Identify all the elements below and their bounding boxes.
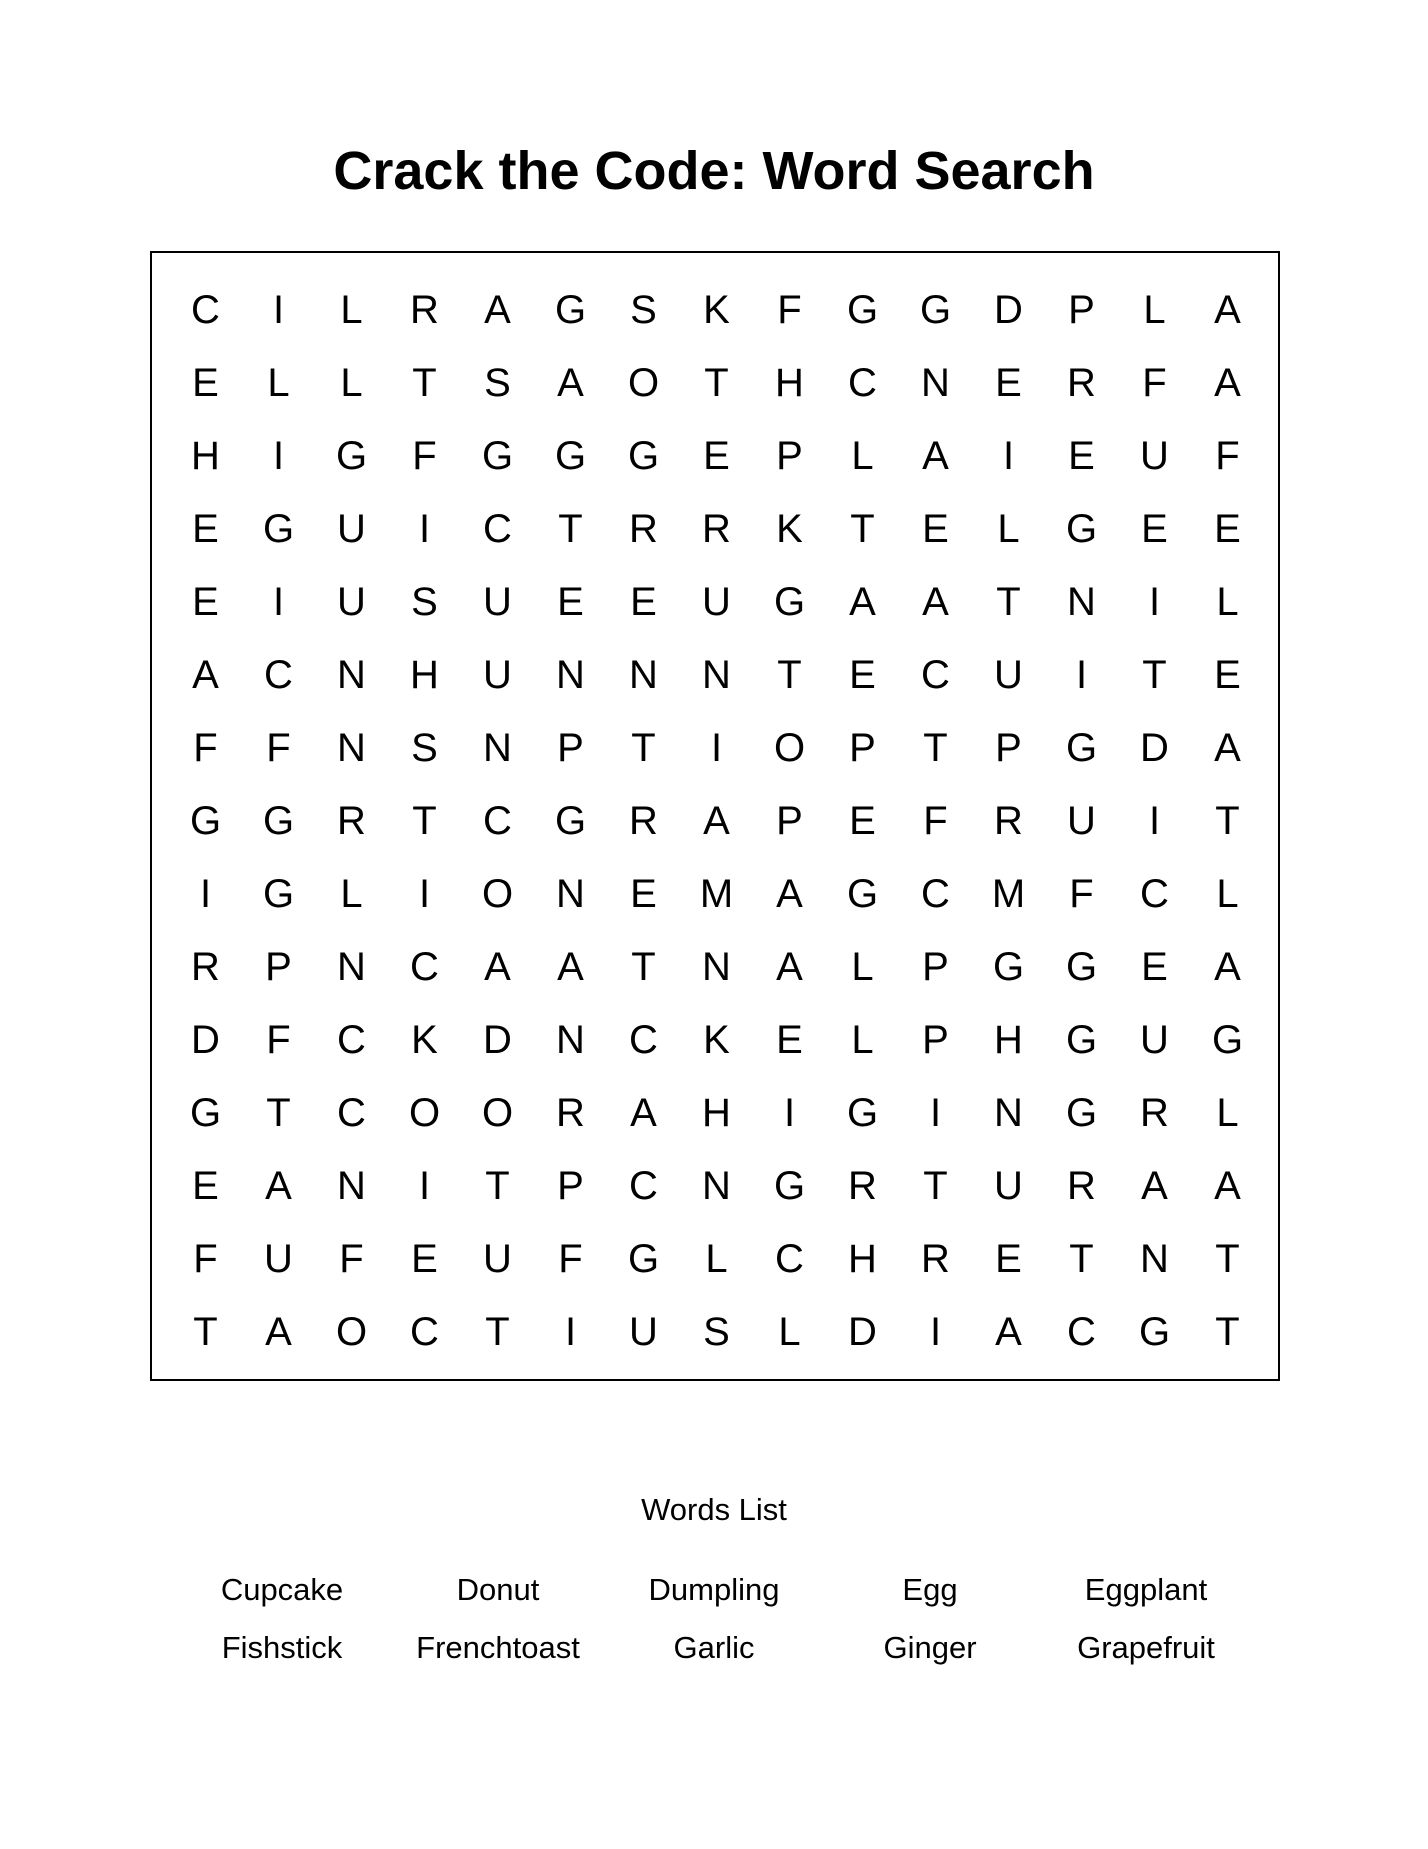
grid-cell[interactable]: C: [337, 1017, 366, 1062]
grid-cell[interactable]: C: [483, 506, 512, 551]
word-list-item: Ginger: [883, 1630, 977, 1665]
grid-cell[interactable]: T: [1142, 652, 1167, 697]
grid-cell[interactable]: R: [556, 1090, 585, 1135]
grid-cell[interactable]: G: [262, 506, 295, 551]
grid-cell[interactable]: T: [1069, 1236, 1094, 1281]
grid-cell[interactable]: R: [1067, 360, 1096, 405]
grid-cell[interactable]: R: [994, 798, 1023, 843]
grid-cell[interactable]: G: [1065, 725, 1098, 770]
grid-cell[interactable]: M: [991, 871, 1026, 916]
grid-cell[interactable]: F: [1069, 871, 1094, 916]
grid-cell[interactable]: P: [776, 798, 803, 843]
grid-cell[interactable]: P: [922, 1017, 949, 1062]
grid-cell[interactable]: T: [923, 725, 948, 770]
word-list-item: Cupcake: [220, 1572, 344, 1607]
grid-cell[interactable]: T: [1215, 1309, 1240, 1354]
grid-cell[interactable]: I: [272, 433, 285, 478]
grid-cell[interactable]: U: [702, 579, 731, 624]
grid-cell[interactable]: U: [629, 1309, 658, 1354]
grid-cell[interactable]: O: [481, 871, 514, 916]
grid-cell[interactable]: A: [922, 579, 949, 624]
grid-cell[interactable]: U: [994, 1163, 1023, 1208]
grid-cell[interactable]: R: [337, 798, 366, 843]
grid-cell[interactable]: C: [483, 798, 512, 843]
grid-cell[interactable]: L: [851, 944, 874, 989]
grid-cell[interactable]: G: [992, 944, 1025, 989]
grid-cell[interactable]: I: [929, 1090, 942, 1135]
word-list-item: Fishstick: [221, 1630, 343, 1665]
grid-cell[interactable]: T: [996, 579, 1021, 624]
grid-cell[interactable]: T: [412, 798, 437, 843]
grid-cell[interactable]: E: [849, 652, 876, 697]
grid-cell[interactable]: N: [556, 652, 585, 697]
grid-cell[interactable]: T: [485, 1309, 510, 1354]
grid-cell[interactable]: N: [921, 360, 950, 405]
grid-cell[interactable]: S: [630, 287, 657, 332]
grid-cell[interactable]: E: [703, 433, 730, 478]
grid-cell[interactable]: K: [411, 1017, 438, 1062]
grid-cell[interactable]: U: [483, 652, 512, 697]
grid-cell[interactable]: N: [1140, 1236, 1169, 1281]
grid-cell[interactable]: T: [631, 725, 656, 770]
grid-cell[interactable]: E: [192, 1163, 219, 1208]
grid-cell[interactable]: P: [1068, 287, 1095, 332]
grid-cell[interactable]: P: [922, 944, 949, 989]
grid-cell[interactable]: S: [484, 360, 511, 405]
grid-cell[interactable]: C: [848, 360, 877, 405]
grid-cell[interactable]: E: [192, 579, 219, 624]
grid-cell[interactable]: H: [702, 1090, 731, 1135]
grid-cell[interactable]: R: [1067, 1163, 1096, 1208]
grid-cell[interactable]: P: [995, 725, 1022, 770]
grid-cell[interactable]: I: [1148, 579, 1161, 624]
grid-cell[interactable]: T: [412, 360, 437, 405]
grid-cell[interactable]: U: [337, 579, 366, 624]
grid-cell[interactable]: D: [191, 1017, 220, 1062]
grid-cell[interactable]: S: [411, 725, 438, 770]
grid-cell[interactable]: G: [627, 1236, 660, 1281]
grid-cell[interactable]: G: [773, 1163, 806, 1208]
grid-cell[interactable]: T: [1215, 1236, 1240, 1281]
grid-cell[interactable]: H: [410, 652, 439, 697]
grid-cell[interactable]: I: [418, 1163, 431, 1208]
grid-cell[interactable]: I: [929, 1309, 942, 1354]
grid-cell[interactable]: N: [629, 652, 658, 697]
grid-cell[interactable]: P: [265, 944, 292, 989]
word-list-item: Garlic: [673, 1630, 755, 1665]
grid-cell[interactable]: P: [849, 725, 876, 770]
word-list-item: Grapefruit: [1077, 1630, 1215, 1665]
grid-cell[interactable]: E: [411, 1236, 438, 1281]
grid-cell[interactable]: E: [922, 506, 949, 551]
grid-cell[interactable]: E: [849, 798, 876, 843]
grid-cell[interactable]: A: [484, 287, 511, 332]
grid-cell[interactable]: G: [1065, 1090, 1098, 1135]
word-search-grid-frame: [150, 251, 1280, 1381]
grid-cell[interactable]: H: [848, 1236, 877, 1281]
grid-cell[interactable]: E: [1068, 433, 1095, 478]
grid-cell[interactable]: D: [994, 287, 1023, 332]
grid-cell[interactable]: G: [1211, 1017, 1244, 1062]
grid-cell[interactable]: P: [557, 1163, 584, 1208]
grid-cell[interactable]: C: [1067, 1309, 1096, 1354]
grid-cell[interactable]: E: [1141, 944, 1168, 989]
grid-cell[interactable]: D: [483, 1017, 512, 1062]
grid-cell[interactable]: G: [919, 287, 952, 332]
grid-cell[interactable]: C: [191, 287, 220, 332]
grid-cell[interactable]: R: [1140, 1090, 1169, 1135]
grid-cell[interactable]: T: [558, 506, 583, 551]
grid-cell[interactable]: A: [265, 1163, 292, 1208]
grid-cell[interactable]: T: [631, 944, 656, 989]
grid-cell[interactable]: N: [702, 944, 731, 989]
grid-cell[interactable]: N: [337, 944, 366, 989]
page-title: Crack the Code: Word Search: [333, 141, 1095, 201]
grid-cell[interactable]: E: [192, 506, 219, 551]
grid-cell[interactable]: T: [193, 1309, 218, 1354]
word-list-item: Dumpling: [648, 1572, 780, 1607]
grid-cell[interactable]: L: [1143, 287, 1166, 332]
word-list-item: Frenchtoast: [416, 1630, 580, 1665]
grid-cell[interactable]: N: [337, 1163, 366, 1208]
grid-cell[interactable]: C: [410, 944, 439, 989]
grid-cell[interactable]: C: [629, 1163, 658, 1208]
grid-cell[interactable]: G: [846, 1090, 879, 1135]
grid-cell[interactable]: F: [193, 725, 218, 770]
grid-cell[interactable]: T: [266, 1090, 291, 1135]
word-list-item: Donut: [456, 1572, 540, 1607]
grid-cell[interactable]: O: [408, 1090, 441, 1135]
grid-cell[interactable]: G: [335, 433, 368, 478]
grid-cell[interactable]: G: [554, 798, 587, 843]
grid-cell[interactable]: T: [777, 652, 802, 697]
grid-cell[interactable]: U: [994, 652, 1023, 697]
grid-cell[interactable]: N: [1067, 579, 1096, 624]
grid-cell[interactable]: C: [921, 871, 950, 916]
grid-cell[interactable]: N: [702, 1163, 731, 1208]
grid-cell[interactable]: T: [1215, 798, 1240, 843]
grid-cell[interactable]: L: [851, 1017, 874, 1062]
grid-cell[interactable]: F: [1142, 360, 1167, 405]
grid-cell[interactable]: A: [776, 871, 803, 916]
grid-cell[interactable]: A: [630, 1090, 657, 1135]
grid-cell[interactable]: G: [627, 433, 660, 478]
grid-cell[interactable]: G: [846, 871, 879, 916]
grid-cell[interactable]: K: [776, 506, 803, 551]
grid-cell[interactable]: G: [1065, 506, 1098, 551]
grid-cell[interactable]: A: [1214, 360, 1241, 405]
grid-cell[interactable]: I: [272, 287, 285, 332]
grid-cell[interactable]: F: [339, 1236, 364, 1281]
grid-cell[interactable]: O: [481, 1090, 514, 1135]
word-list-item: Eggplant: [1084, 1572, 1208, 1607]
grid-cell[interactable]: C: [921, 652, 950, 697]
grid-cell[interactable]: A: [1141, 1163, 1168, 1208]
grid-cell[interactable]: P: [776, 433, 803, 478]
grid-cell[interactable]: G: [262, 871, 295, 916]
grid-cell[interactable]: H: [994, 1017, 1023, 1062]
grid-cell[interactable]: A: [922, 433, 949, 478]
grid-cell[interactable]: T: [704, 360, 729, 405]
word-list-item: Egg: [902, 1572, 958, 1607]
grid-cell[interactable]: E: [630, 871, 657, 916]
grid-cell[interactable]: O: [335, 1309, 368, 1354]
grid-cell[interactable]: U: [483, 1236, 512, 1281]
grid-cell[interactable]: N: [702, 652, 731, 697]
grid-cell[interactable]: I: [1002, 433, 1015, 478]
grid-cell[interactable]: L: [340, 871, 363, 916]
grid-cell[interactable]: G: [1138, 1309, 1171, 1354]
grid-cell[interactable]: F: [1215, 433, 1240, 478]
grid-cell[interactable]: U: [1140, 1017, 1169, 1062]
grid-cell[interactable]: L: [851, 433, 874, 478]
word-search-grid: [169, 273, 1264, 1368]
grid-cell[interactable]: F: [558, 1236, 583, 1281]
grid-cell[interactable]: T: [923, 1163, 948, 1208]
grid-cell[interactable]: E: [995, 1236, 1022, 1281]
grid-cell[interactable]: U: [483, 579, 512, 624]
grid-cell[interactable]: I: [710, 725, 723, 770]
grid-cell[interactable]: G: [773, 579, 806, 624]
grid-cell[interactable]: K: [703, 1017, 730, 1062]
grid-cell[interactable]: C: [629, 1017, 658, 1062]
grid-cell[interactable]: L: [1216, 1090, 1239, 1135]
grid-cell[interactable]: I: [564, 1309, 577, 1354]
grid-cell[interactable]: D: [848, 1309, 877, 1354]
grid-cell[interactable]: E: [557, 579, 584, 624]
grid-cell[interactable]: U: [1140, 433, 1169, 478]
grid-cell[interactable]: I: [272, 579, 285, 624]
grid-cell[interactable]: R: [629, 798, 658, 843]
grid-cell[interactable]: A: [265, 1309, 292, 1354]
grid-cell[interactable]: L: [1216, 871, 1239, 916]
grid-cell[interactable]: C: [775, 1236, 804, 1281]
grid-cell[interactable]: I: [1148, 798, 1161, 843]
grid-cell[interactable]: H: [775, 360, 804, 405]
grid-cell[interactable]: A: [849, 579, 876, 624]
grid-cell[interactable]: P: [557, 725, 584, 770]
grid-cell[interactable]: A: [1214, 1163, 1241, 1208]
grid-cell[interactable]: G: [189, 1090, 222, 1135]
grid-cell[interactable]: G: [554, 433, 587, 478]
grid-cell[interactable]: F: [777, 287, 802, 332]
grid-cell[interactable]: L: [778, 1309, 801, 1354]
grid-cell[interactable]: G: [846, 287, 879, 332]
grid-cell[interactable]: N: [556, 1017, 585, 1062]
grid-cell[interactable]: N: [337, 652, 366, 697]
grid-cell[interactable]: F: [266, 1017, 291, 1062]
grid-cell[interactable]: U: [264, 1236, 293, 1281]
grid-cell[interactable]: A: [192, 652, 219, 697]
grid-cell[interactable]: S: [411, 579, 438, 624]
grid-cell[interactable]: N: [337, 725, 366, 770]
grid-cell[interactable]: A: [484, 944, 511, 989]
grid-cell[interactable]: A: [557, 944, 584, 989]
grid-cell[interactable]: I: [1075, 652, 1088, 697]
grid-cell[interactable]: T: [485, 1163, 510, 1208]
grid-cell[interactable]: A: [776, 944, 803, 989]
grid-cell[interactable]: E: [1214, 652, 1241, 697]
grid-cell[interactable]: A: [1214, 287, 1241, 332]
grid-cell[interactable]: F: [412, 433, 437, 478]
grid-cell[interactable]: K: [703, 287, 730, 332]
grid-cell[interactable]: A: [1214, 944, 1241, 989]
grid-cell[interactable]: C: [337, 1090, 366, 1135]
grid-cell[interactable]: E: [1214, 506, 1241, 551]
grid-cell[interactable]: L: [267, 360, 290, 405]
grid-cell[interactable]: I: [418, 871, 431, 916]
words-list: [174, 1570, 1254, 1686]
grid-cell[interactable]: U: [1067, 798, 1096, 843]
grid-cell[interactable]: G: [189, 798, 222, 843]
grid-cell[interactable]: A: [703, 798, 730, 843]
grid-cell[interactable]: I: [199, 871, 212, 916]
grid-cell[interactable]: G: [481, 433, 514, 478]
grid-cell[interactable]: E: [630, 579, 657, 624]
grid-cell[interactable]: R: [702, 506, 731, 551]
grid-cell[interactable]: T: [850, 506, 875, 551]
grid-cell[interactable]: R: [629, 506, 658, 551]
grid-cell[interactable]: M: [699, 871, 734, 916]
grid-cell[interactable]: C: [1140, 871, 1169, 916]
grid-cell[interactable]: O: [627, 360, 660, 405]
grid-cell[interactable]: O: [773, 725, 806, 770]
grid-cell[interactable]: A: [995, 1309, 1022, 1354]
grid-cell[interactable]: G: [262, 798, 295, 843]
grid-cell[interactable]: A: [1214, 725, 1241, 770]
grid-cell[interactable]: S: [703, 1309, 730, 1354]
grid-cell[interactable]: N: [994, 1090, 1023, 1135]
grid-cell[interactable]: L: [340, 360, 363, 405]
grid-cell[interactable]: E: [1141, 506, 1168, 551]
grid-cell[interactable]: G: [1065, 1017, 1098, 1062]
grid-cell[interactable]: A: [557, 360, 584, 405]
grid-cell[interactable]: H: [191, 433, 220, 478]
grid-cell[interactable]: U: [337, 506, 366, 551]
words-list-heading: Words List: [641, 1492, 787, 1527]
grid-cell[interactable]: N: [556, 871, 585, 916]
grid-cell[interactable]: R: [921, 1236, 950, 1281]
grid-cell[interactable]: N: [483, 725, 512, 770]
grid-cell[interactable]: C: [410, 1309, 439, 1354]
grid-cell[interactable]: R: [191, 944, 220, 989]
grid-cell[interactable]: L: [705, 1236, 728, 1281]
grid-cell[interactable]: F: [266, 725, 291, 770]
grid-cell[interactable]: F: [923, 798, 948, 843]
grid-cell[interactable]: I: [418, 506, 431, 551]
grid-cell[interactable]: E: [192, 360, 219, 405]
grid-cell[interactable]: I: [783, 1090, 796, 1135]
grid-cell[interactable]: F: [193, 1236, 218, 1281]
grid-cell[interactable]: R: [848, 1163, 877, 1208]
grid-cell[interactable]: L: [340, 287, 363, 332]
grid-cell[interactable]: L: [1216, 579, 1239, 624]
grid-cell[interactable]: C: [264, 652, 293, 697]
grid-cell[interactable]: E: [995, 360, 1022, 405]
grid-cell[interactable]: E: [776, 1017, 803, 1062]
grid-cell[interactable]: G: [554, 287, 587, 332]
grid-cell[interactable]: R: [410, 287, 439, 332]
grid-cell[interactable]: L: [997, 506, 1020, 551]
grid-cell[interactable]: D: [1140, 725, 1169, 770]
grid-cell[interactable]: G: [1065, 944, 1098, 989]
